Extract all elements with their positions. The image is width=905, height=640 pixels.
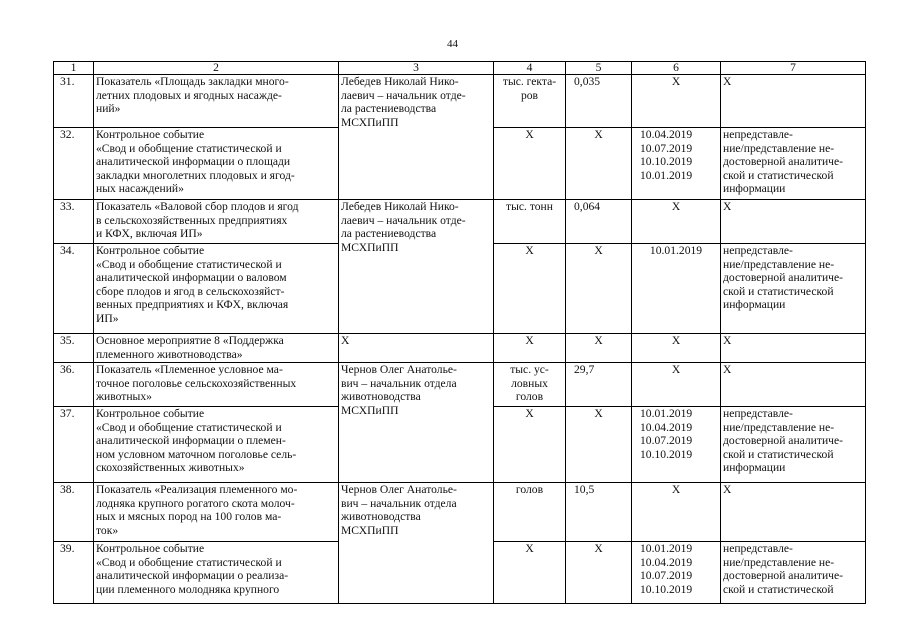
row-name: Показатель «Площадь закладки много- летних плодовых и ягодных насажде- ний» — [94, 75, 339, 128]
row-dates: 10.01.2019 10.04.2019 10.07.2019 10.10.2019 — [632, 542, 721, 604]
row-number: 35. — [54, 334, 94, 363]
row-name: Контрольное событие «Свод и обобщение статистической и аналитической информации о реализа- ции племенного молодняка крупного — [94, 542, 339, 604]
row-note: X — [721, 75, 866, 128]
row-note: непредставле- ние/представление не- достоверной аналитиче- ской и статистической информации — [721, 244, 866, 334]
row-number: 36. — [54, 363, 94, 407]
row-value: X — [566, 407, 632, 483]
row-note: непредставле- ние/представление не- достоверной аналитиче- ской и статистической информации — [721, 407, 866, 483]
header-cell: 7 — [721, 62, 866, 75]
row-executor: Чернов Олег Анатолье- вич – начальник отдела животноводства МСХПиПП — [339, 363, 494, 483]
row-value: 0,035 — [566, 75, 632, 128]
row-number: 33. — [54, 200, 94, 244]
row-value: 10,5 — [566, 483, 632, 542]
row-note: X — [721, 483, 866, 542]
row-value: X — [566, 334, 632, 363]
table-row — [54, 334, 866, 363]
header-cell: 3 — [339, 62, 494, 75]
row-dates: X — [632, 483, 721, 542]
row-executor: Лебедев Николай Нико- лаевич – начальник отде- ла растениеводства МСХПиПП — [339, 75, 494, 200]
table-row — [54, 483, 866, 542]
row-number: 31. — [54, 75, 94, 128]
row-unit: X — [494, 244, 566, 334]
header-cell: 6 — [632, 62, 721, 75]
row-dates: 10.01.2019 — [632, 244, 721, 334]
row-note: X — [721, 334, 866, 363]
row-unit: X — [494, 407, 566, 483]
row-note: непредставле- ние/представление не- достоверной аналитиче- ской и статистической информации — [721, 128, 866, 200]
header-cell: 2 — [94, 62, 339, 75]
table-row — [54, 75, 866, 128]
row-value: 29,7 — [566, 363, 632, 407]
row-unit: X — [494, 128, 566, 200]
row-number: 37. — [54, 407, 94, 483]
row-value: X — [566, 244, 632, 334]
row-name: Показатель «Племенное условное ма- точное поголовье сельскохозяйственных животных» — [94, 363, 339, 407]
row-executor: Лебедев Николай Нико- лаевич – начальник отде- ла растениеводства МСХПиПП — [339, 200, 494, 334]
row-dates: 10.01.2019 10.04.2019 10.07.2019 10.10.2019 — [632, 407, 721, 483]
table-row — [54, 200, 866, 244]
row-dates: X — [632, 363, 721, 407]
row-value: X — [566, 128, 632, 200]
row-name: Показатель «Реализация племенного мо- лодняка крупного рогатого скота молоч- ных и мясных пород на 100 голов ма- ток» — [94, 483, 339, 542]
row-dates: X — [632, 75, 721, 128]
row-unit: голов — [494, 483, 566, 542]
row-name: Основное мероприятие 8 «Поддержка племенного животноводства» — [94, 334, 339, 363]
header-cell: 1 — [54, 62, 94, 75]
plan-table — [53, 61, 866, 604]
row-unit: X — [494, 542, 566, 604]
row-dates: X — [632, 200, 721, 244]
row-unit: тыс. тонн — [494, 200, 566, 244]
table-row — [54, 363, 866, 407]
row-executor: Чернов Олег Анатолье- вич – начальник отдела животноводства МСХПиПП — [339, 483, 494, 604]
row-name: Контрольное событие «Свод и обобщение статистической и аналитической информации о племен- ном условном маточном поголовье сель- скохозяйственных животных» — [94, 407, 339, 483]
header-cell: 5 — [566, 62, 632, 75]
row-note: X — [721, 200, 866, 244]
row-name: Контрольное событие «Свод и обобщение статистической и аналитической информации о площади закладки многолетних плодовых и ягод- ных насаждений» — [94, 128, 339, 200]
row-number: 38. — [54, 483, 94, 542]
row-executor: X — [339, 334, 494, 363]
row-value: X — [566, 542, 632, 604]
row-note: X — [721, 363, 866, 407]
row-name: Показатель «Валовой сбор плодов и ягод в сельскохозяйственных предприятиях и КФХ, включая ИП» — [94, 200, 339, 244]
row-number: 39. — [54, 542, 94, 604]
table-header-row — [54, 62, 866, 75]
row-unit: X — [494, 334, 566, 363]
row-dates: 10.04.2019 10.07.2019 10.10.2019 10.01.2019 — [632, 128, 721, 200]
page-number: 44 — [447, 38, 458, 50]
row-unit: тыс. ус- ловных голов — [494, 363, 566, 407]
header-cell: 4 — [494, 62, 566, 75]
row-note: непредставле- ние/представление не- достоверной аналитиче- ской и статистической — [721, 542, 866, 604]
row-dates: X — [632, 334, 721, 363]
row-name: Контрольное событие «Свод и обобщение статистической и аналитической информации о валовом сборе плодов и ягод в сельскохозяйст- венных предприятиях и КФХ, включая ИП» — [94, 244, 339, 334]
row-number: 32. — [54, 128, 94, 200]
row-unit: тыс. гекта- ров — [494, 75, 566, 128]
row-value: 0,064 — [566, 200, 632, 244]
row-number: 34. — [54, 244, 94, 334]
